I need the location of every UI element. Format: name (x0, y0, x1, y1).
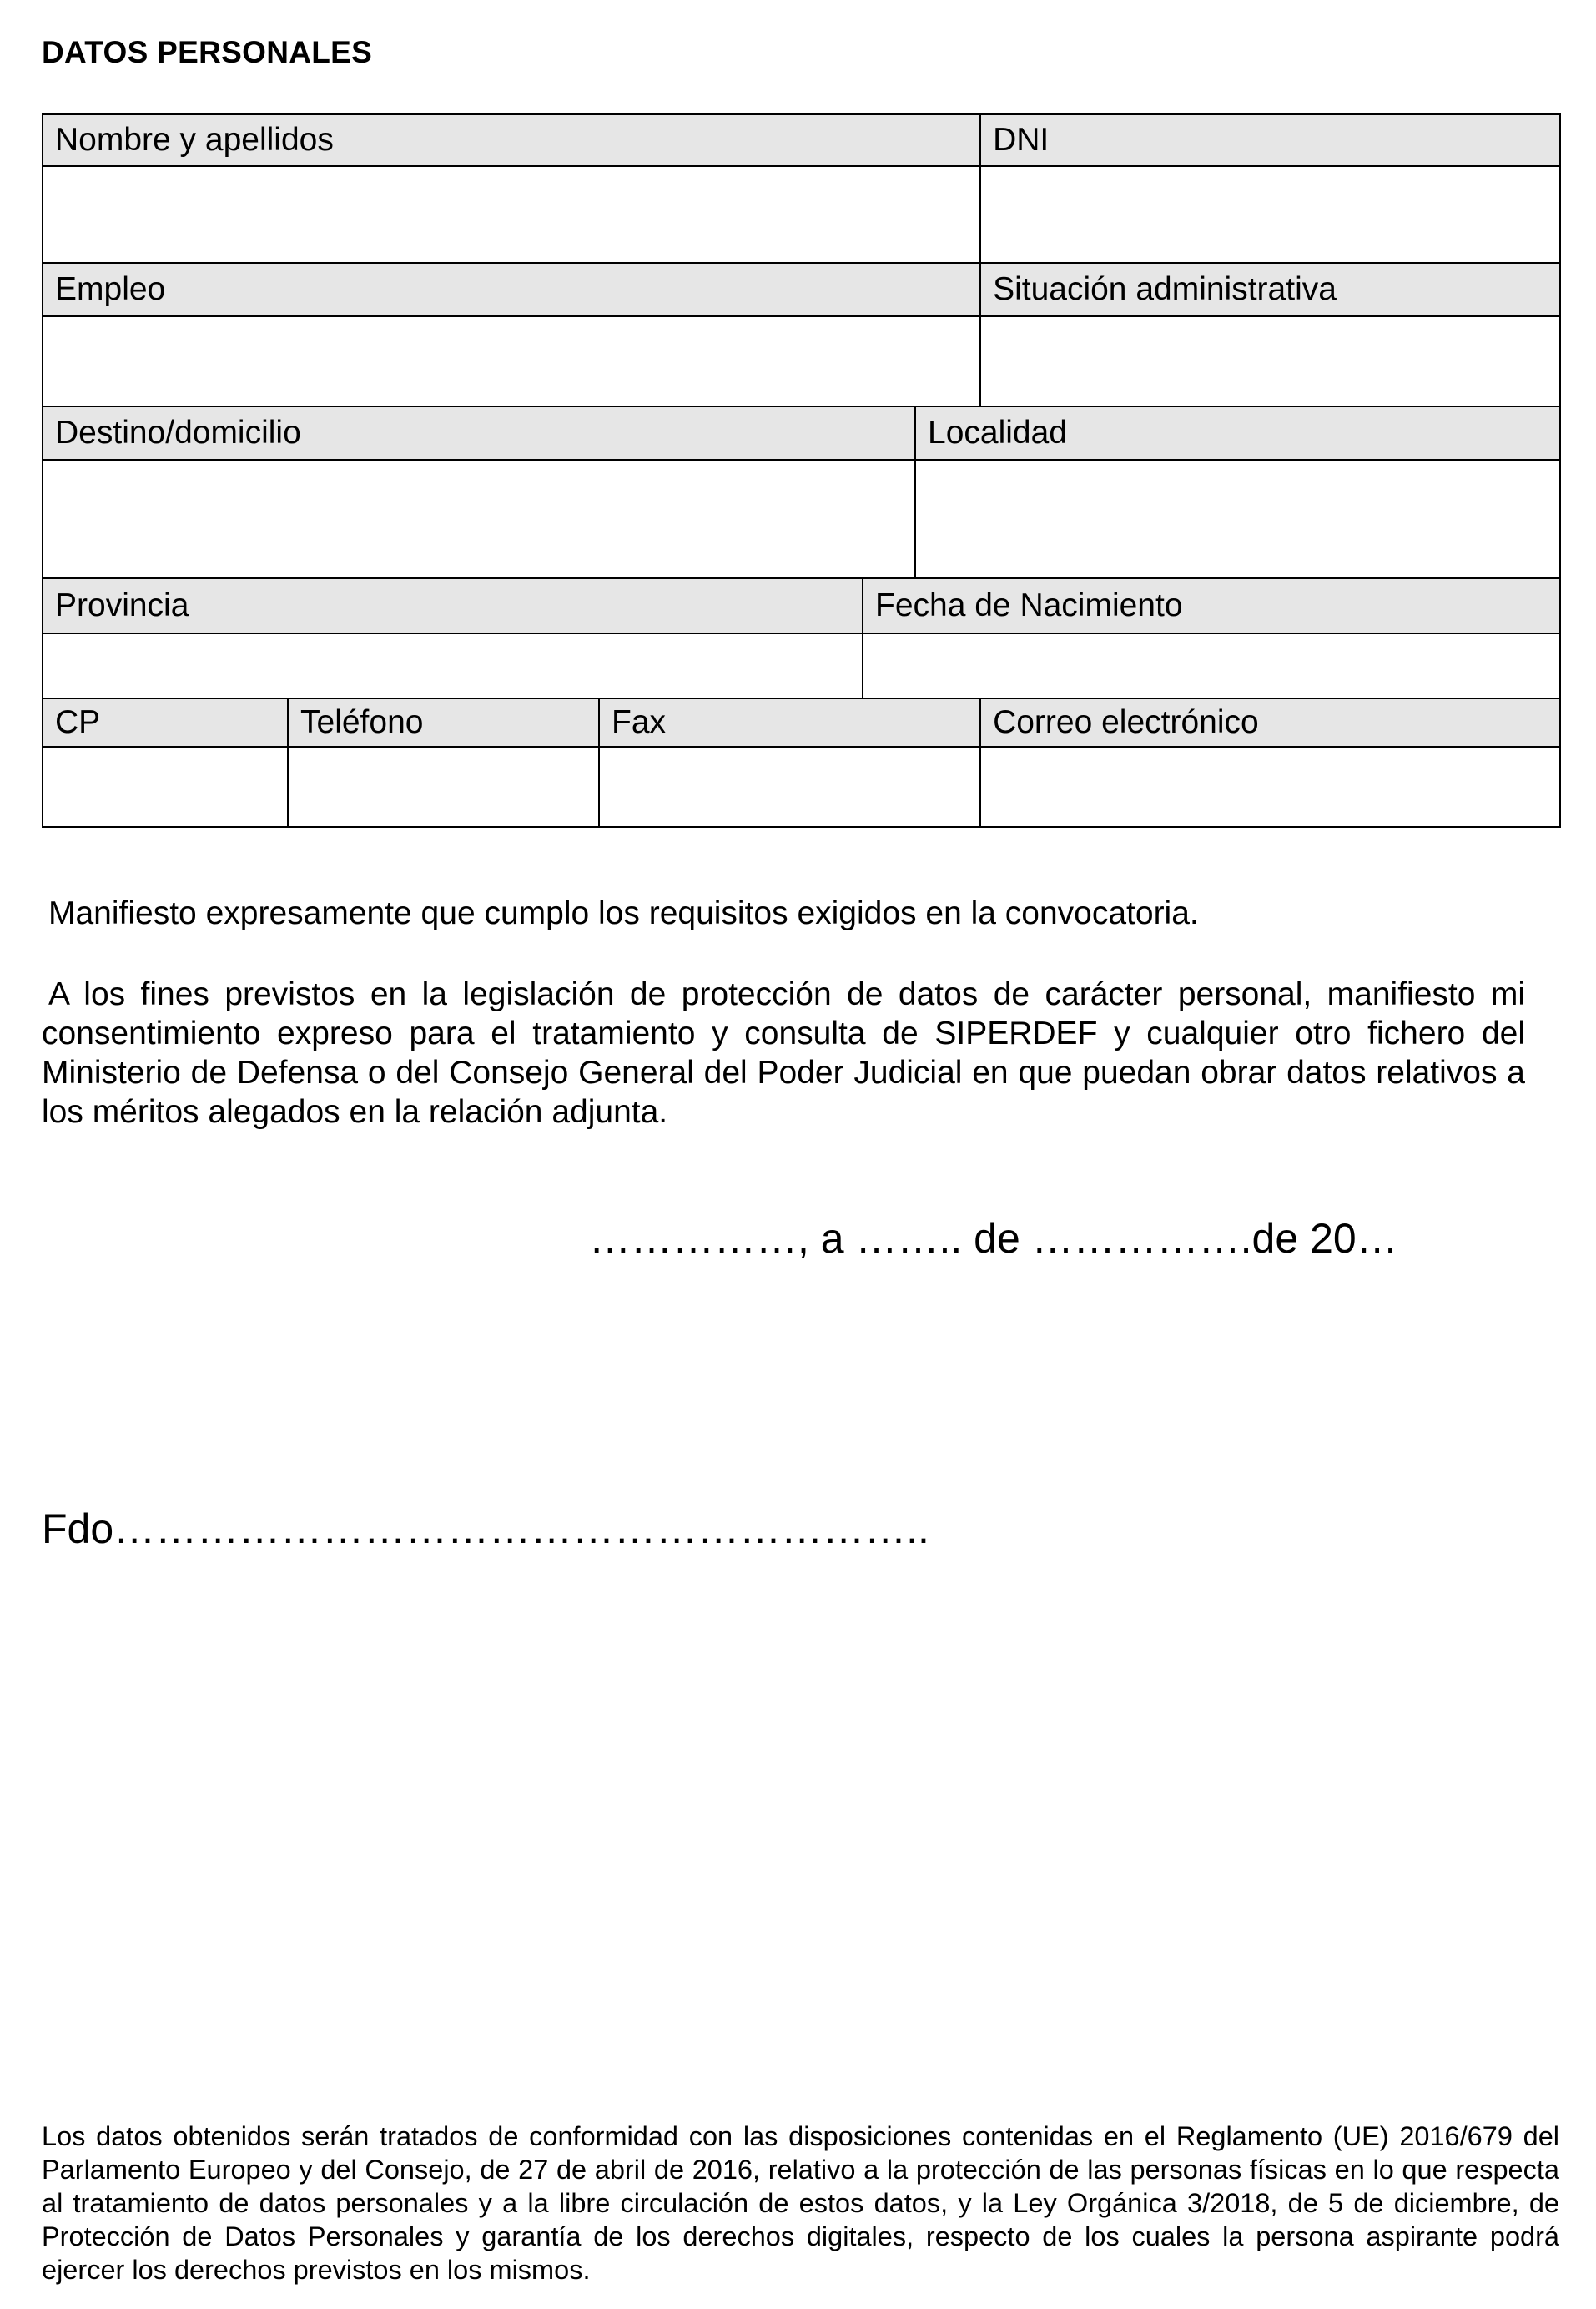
dni-field[interactable] (980, 166, 1560, 263)
empleo-field[interactable] (43, 316, 980, 406)
cp-label: CP (43, 698, 288, 747)
telefono-field[interactable] (288, 747, 599, 827)
provincia-label: Provincia (43, 578, 863, 633)
provincia-field[interactable] (43, 633, 863, 698)
situacion-field[interactable] (980, 316, 1560, 406)
data-protection-footnote: Los datos obtenidos serán tratados de conformidad con las disposiciones contenidas en el Reglamento (UE) 2016/679 del Parlamento Europeo y del Consejo, de 27 de abril de 2016, relativo a la protección de las personas físicas en lo que respecta al tratamiento de datos personales y a la libre circulación de estos datos, y la Ley Orgánica 3/2018, de 5 de diciembre, de Protección de Datos Personales y garantía de los derechos digitales, respecto de los cuales la persona aspirante podrá ejercer los derechos previstos en los mismos. (42, 2121, 1559, 2285)
correo-label: Correo electrónico (980, 698, 1560, 747)
empleo-label: Empleo (43, 263, 980, 316)
nombre-label: Nombre y apellidos (43, 114, 980, 166)
telefono-label: Teléfono (288, 698, 599, 747)
fecha-nacimiento-field[interactable] (863, 633, 1560, 698)
localidad-field[interactable] (915, 460, 1560, 578)
date-line: ……………, a …….. de …………….de 20… (589, 1215, 1398, 1262)
requirements-statement: Manifiesto expresamente que cumplo los requisitos exigidos en la convocatoria. (48, 895, 1199, 931)
localidad-label: Localidad (915, 406, 1560, 460)
section-title: DATOS PERSONALES (42, 35, 373, 69)
signature-line: Fdo………………………………………………….. (42, 1505, 929, 1552)
dni-label: DNI (980, 114, 1560, 166)
situacion-label: Situación administrativa (980, 263, 1560, 316)
fax-label: Fax (599, 698, 980, 747)
destino-field[interactable] (43, 460, 915, 578)
correo-field[interactable] (980, 747, 1560, 827)
fax-field[interactable] (599, 747, 980, 827)
personal-data-form (42, 113, 1561, 828)
data-consent-paragraph: A los fines previstos en la legislación de protección de datos de carácter personal, manifiesto mi consentimiento expreso para el tratamiento y consulta de SIPERDEF y cualquier otro fichero del Ministerio de Defensa o del Consejo General del Poder Judicial en que puedan obrar datos relativos a los méritos alegados en la relación adjunta. (42, 976, 1525, 1130)
destino-label: Destino/domicilio (43, 406, 915, 460)
cp-field[interactable] (43, 747, 288, 827)
nombre-field[interactable] (43, 166, 980, 263)
fecha-nacimiento-label: Fecha de Nacimiento (863, 578, 1560, 633)
